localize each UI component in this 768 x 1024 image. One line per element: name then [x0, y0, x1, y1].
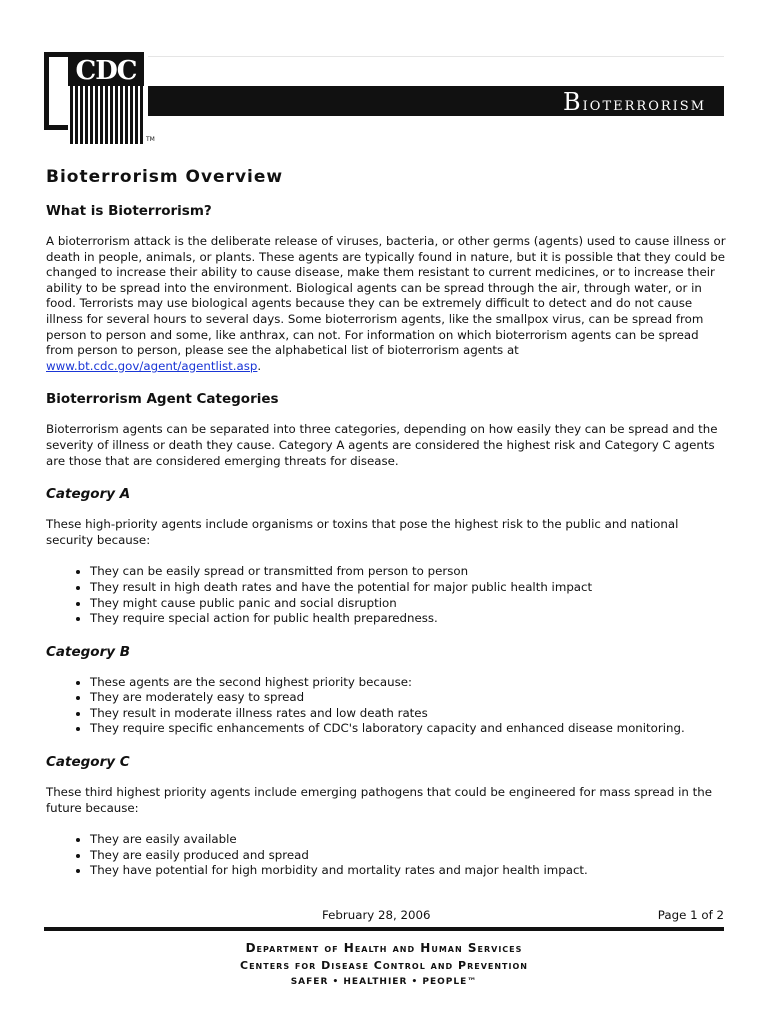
category-c-heading: Category C [46, 754, 130, 771]
what-heading: What is Bioterrorism? [46, 203, 212, 219]
what-paragraph [46, 234, 726, 374]
categories-paragraph: Bioterrorism agents can be separated into three categories, depending on how easily they can be spread and the severity of illness or death they cause. Category A agents are considered the highest risk and Category C agents are those that are considered emerging threats for disease. [46, 422, 718, 468]
header-rule [148, 56, 724, 57]
category-b-list [46, 675, 726, 737]
category-c-list [46, 832, 726, 879]
what-text: A bioterrorism attack is the deliberate release of viruses, bacteria, or other germs (agents) used to cause illness or death in people, animals, or plants. These agents are typically found in nature, but it is possible that they could be changed to increase their ability to cause disease, make them resistant to current medicines, or to increase their ability to be spread into the environment. Biological agents can be spread through the air, through water, or in food. Terrorists may use biological agents because they can be extremely difficult to detect and do not cause illness for several hours to several days. Some bioterrorism agents, like the smallpox virus, can be spread from person to person and some, like anthrax, can not. For information on which bioterrorism agents can be spread from person to person, please see the alphabetical list of bioterrorism agents at [46, 234, 726, 358]
banner-title: Bioterrorism [563, 88, 706, 116]
list-item: • They result in moderate illness rates and low death rates [90, 706, 726, 722]
list-item: • They require special action for public health preparedness. [90, 611, 726, 627]
footer-info [44, 908, 724, 922]
logo-text: CDC [75, 56, 137, 86]
footer-department: Department of Health and Human Services [245, 941, 523, 955]
cdc-logo [68, 52, 144, 144]
list-item: • They can be easily spread or transmitted from person to person [90, 564, 726, 580]
footer-rule [44, 927, 724, 931]
what-text-end: . [257, 358, 262, 373]
category-b-heading: Category B [46, 643, 131, 660]
categories-heading: Bioterrorism Agent Categories [46, 391, 279, 408]
list-item: • They are moderately easy to spread [90, 690, 726, 706]
category-a-list [46, 564, 726, 626]
category-a-heading: Category A [46, 486, 131, 503]
category-a-intro: These high-priority agents include organisms or toxins that pose the highest risk to the public and national security because: [46, 517, 679, 547]
list-item: • They result in high death rates and have the potential for major public health impact [90, 580, 726, 596]
document-footer [44, 908, 724, 987]
document-header [44, 48, 724, 148]
agent-list-link[interactable]: www.bt.cdc.gov/agent/agentlist.asp [46, 358, 258, 373]
list-item: • They are easily produced and spread [90, 848, 726, 864]
footer-tagline: SAFER • HEALTHIER • PEOPLE™ [290, 977, 478, 987]
page-title: Bioterrorism Overview [46, 167, 284, 187]
list-item: • They might cause public panic and social disruption [90, 596, 726, 612]
list-item: • They are easily available [90, 832, 726, 848]
list-item: • They have potential for high morbidity and mortality rates and major health impact. [90, 863, 726, 879]
title-banner [148, 86, 724, 116]
logo-stripes [68, 86, 144, 144]
footer-centers: Centers for Disease Control and Prevention [240, 959, 528, 972]
category-c-intro: These third highest priority agents include emerging pathogens that could be engineered for mass spread in the future because: [46, 785, 712, 815]
list-item: • These agents are the second highest priority because: [90, 675, 726, 691]
footer-date: February 28, 2006 [322, 908, 431, 922]
list-item: • They require specific enhancements of CDC's laboratory capacity and enhanced disease monitoring. [90, 721, 726, 737]
logo-bracket [44, 52, 68, 130]
document-body [46, 166, 726, 895]
trademark: TM [146, 136, 155, 143]
page-number: Page 1 of 2 [657, 908, 724, 922]
